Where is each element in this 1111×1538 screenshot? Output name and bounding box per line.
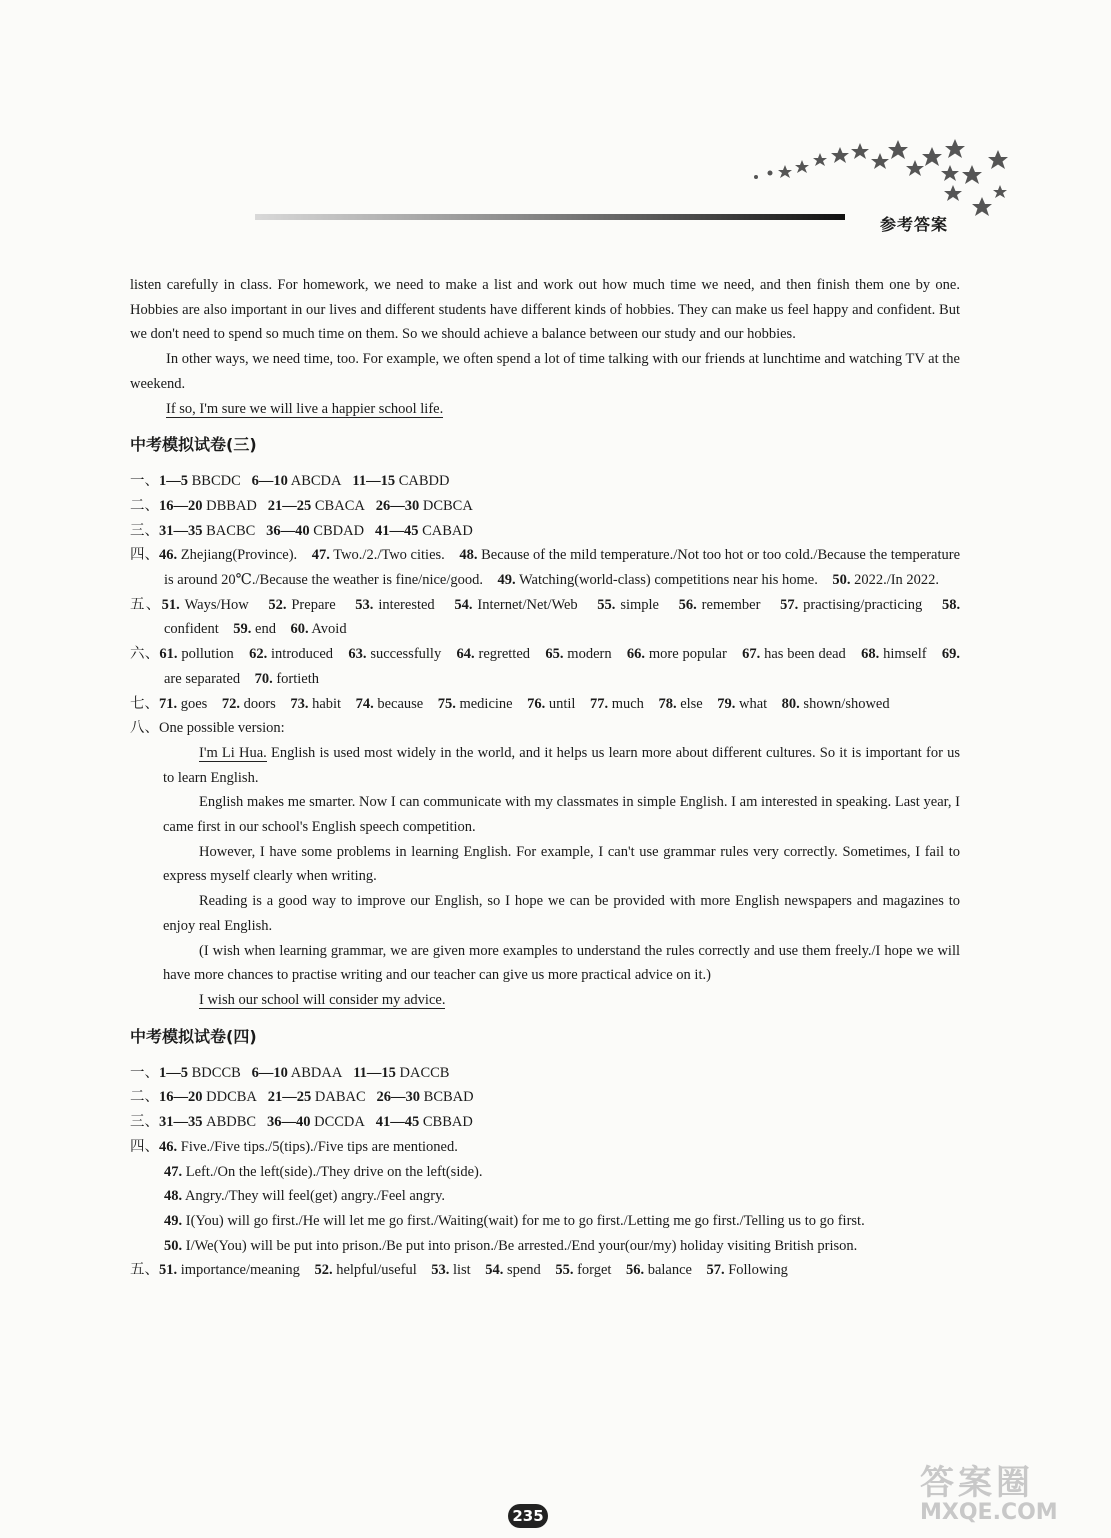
- sec4-row-3: 三、31—35 ABDBC 36—40 DCCDA 41—45 CBBAD: [130, 1114, 473, 1131]
- watermark-logo: [920, 1455, 1100, 1530]
- sec3-row-1: 一、1—5 BBCDC 6—10 ABCDA 11—15 CABDD: [130, 473, 450, 490]
- sec3-row-7: 七、71. goes 72. doors 73. habit 74. because 75. medicine 76. until 77. much 78. else 79. what 80. shown/showed: [130, 695, 890, 712]
- sec4-row-4-48: 48. Angry./They will feel(get) angry./Feel angry.: [164, 1188, 446, 1205]
- sec3-row-8-label: 八、One possible version:: [130, 720, 285, 737]
- essay-paragraph-6: I wish our school will consider my advice.: [199, 991, 446, 1008]
- intro-paragraph-3: [130, 397, 960, 422]
- section-title-3: 中考模拟试卷(三): [130, 435, 257, 455]
- sec3-row-2: 二、16—20 DBBAD 21—25 CBACA 26—30 DCBCA: [130, 497, 473, 514]
- sec4-row-4-47: 47. Left./On the left(side)./They drive on the left(side).: [164, 1163, 483, 1180]
- sec4-row-4-46: 四、46. Five./Five tips./5(tips)./Five tips are mentioned.: [130, 1138, 458, 1155]
- sec4-row-1: 一、1—5 BDCCB 6—10 ABDAA 11—15 DACCB: [130, 1064, 450, 1081]
- sec3-row-6: 六、61. pollution 62. introduced 63. successfully 64. regretted 65. modern 66. more popular 67. has been dead 68. himself 69. are separated 70. fortieth: [130, 646, 961, 687]
- intro-closing-underlined: If so, I'm sure we will live a happier school life.: [166, 400, 444, 417]
- essay-paragraph-4: Reading is a good way to improve our English, so I hope we can be provided with more English newspapers and magazines to enjoy real English.: [163, 893, 960, 934]
- sec3-essay: [130, 741, 960, 1013]
- watermark-bottom: MXQE.COM: [920, 1500, 1058, 1525]
- watermark-top: 答案圈: [920, 1463, 1034, 1503]
- page-header-title: 参考答案: [880, 215, 949, 234]
- essay-paragraph-5: (I wish when learning grammar, we are given more examples to understand the rules correctly and use them freely./I hope we will have more chances to practise writing and our teacher can give us more practical advice on it.): [163, 942, 960, 984]
- section-title-4: 中考模拟试卷(四): [130, 1026, 257, 1046]
- essay-paragraph-3: However, I have some problems in learning English. For example, I can't use grammar rules very correctly. Sometimes, I fail to express myself clearly when writing.: [163, 843, 960, 885]
- intro-paragraph-2: In other ways, we need time, too. For example, we often spend a lot of time talking with our friends at lunchtime and watching TV at the weekend.: [130, 351, 960, 392]
- intro-paragraph-1: listen carefully in class. For homework, we need to make a list and work out how much time we need, and then finish them one by one. Hobbies are also important in our lives and different students have different kinds of hobbies. They can make us feel happy and confident. But we don't need to spend so much time on them. So we should achieve a balance between our study and our hobbies.: [130, 277, 960, 343]
- sec4-row-4-49: 49. I(You) will go first./He will let me go first./Waiting(wait) for me to go first./Letting me go first./Telling us to go first.: [164, 1212, 865, 1229]
- page-number: 235: [508, 1504, 548, 1528]
- sec4-row-4-50: 50. I/We(You) will be put into prison./Be put into prison./Be arrested./End your(our/my) holiday visiting British prison.: [164, 1237, 858, 1254]
- essay-paragraph-1: I'm Li Hua. English is used most widely in the world, and it helps us learn more about different cultures. So it is important for us to learn English.: [163, 744, 961, 786]
- sec4-row-5: 五、51. importance/meaning 52. helpful/useful 53. list 54. spend 55. forget 56. balance 57. Following: [130, 1262, 788, 1279]
- answer-content: [130, 273, 960, 1283]
- sec3-row-5: 五、51. Ways/How 52. Prepare 53. interested 54. Internet/Net/Web 55. simple 56. remember 57. practising/practicing 58. confident 59. end 60. Avoid: [130, 596, 961, 638]
- essay-paragraph-2: English makes me smarter. Now I can communicate with my classmates in simple English. I am interested in speaking. Last year, I came first in our school's English speech competition.: [163, 794, 960, 836]
- sec3-row-3: 三、31—35 BACBC 36—40 CBDAD 41—45 CABAD: [130, 522, 473, 539]
- sec3-row-4: 四、46. Zhejiang(Province). 47. Two./2./Two cities. 48. Because of the mild temperature./Not too hot or too cold./Because the temperature is around 20℃./Because the weather is fine/nice/good. 49. Watching(world-class) competitions near his home. 50. 2022./In 2022.: [130, 547, 960, 589]
- header-rule: [255, 214, 845, 220]
- sec4-row-2: 二、16—20 DDCBA 21—25 DABAC 26—30 BCBAD: [130, 1089, 474, 1106]
